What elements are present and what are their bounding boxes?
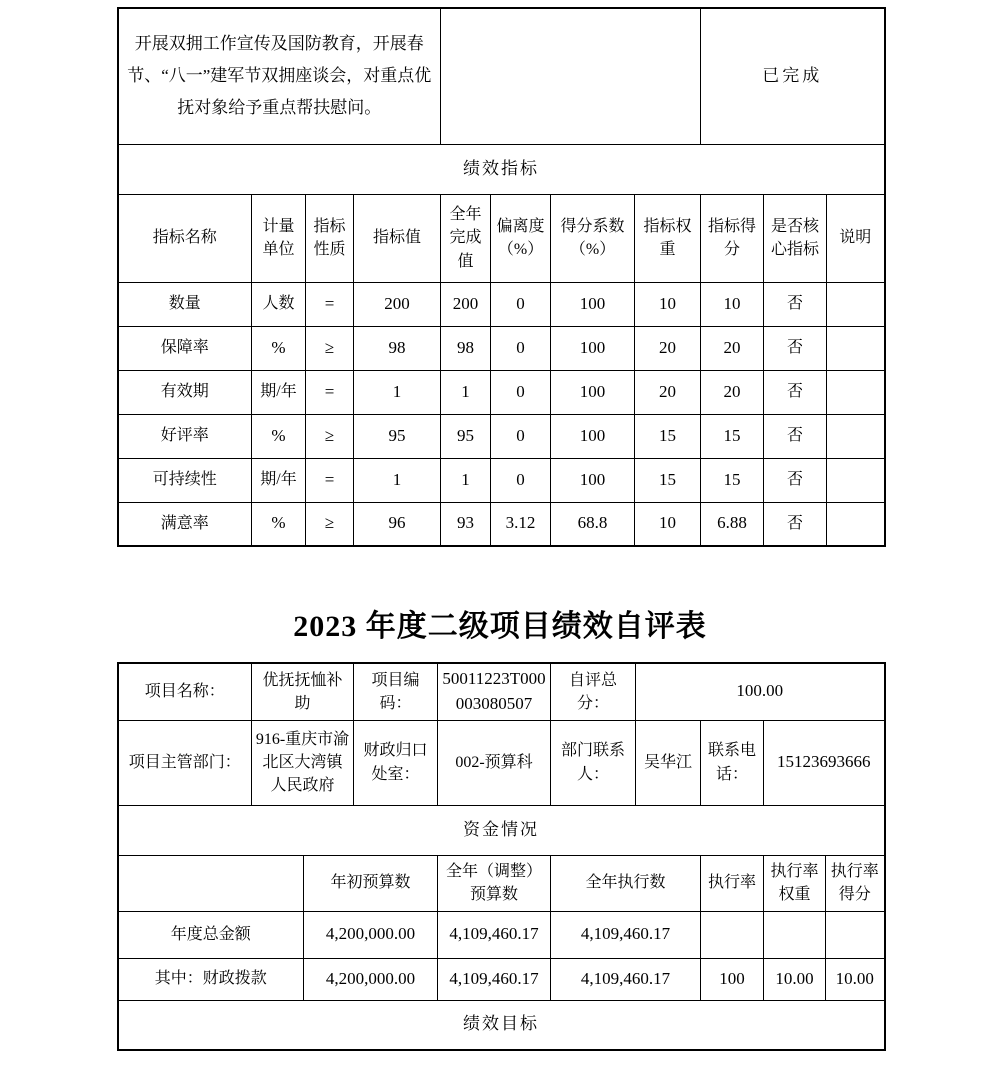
table-cell: = [306, 370, 354, 414]
column-header: 计量单位 [252, 194, 306, 282]
section-header-row [118, 144, 885, 194]
table-cell: 100 [701, 958, 764, 1000]
table-cell: 保障率 [118, 326, 252, 370]
table-cell: 15 [701, 414, 764, 458]
table-cell: 4,109,460.17 [438, 911, 551, 958]
contact-person-label: 部门联系人： [551, 720, 636, 805]
table-cell: 1 [441, 458, 491, 502]
column-header: 指标值 [354, 194, 441, 282]
table-cell: 4,109,460.17 [551, 958, 701, 1000]
table-cell [827, 326, 885, 370]
table-cell: ≥ [306, 502, 354, 546]
table-cell: 否 [764, 458, 827, 502]
table-cell: 1 [354, 370, 441, 414]
funding-row-label: 其中：财政拨款 [118, 958, 304, 1000]
column-header: 执行率得分 [826, 855, 885, 911]
page-title: 2023 年度二级项目绩效自评表 [293, 610, 707, 643]
table-cell: = [306, 458, 354, 502]
column-header [118, 855, 304, 911]
table-cell [827, 282, 885, 326]
project-name-value: 优抚抚恤补助 [252, 663, 354, 720]
column-header: 全年完成值 [441, 194, 491, 282]
table-cell: 3.12 [491, 502, 551, 546]
phone-value: 15123693666 [764, 720, 885, 805]
table-cell: 10.00 [764, 958, 826, 1000]
table-cell: 人数 [252, 282, 306, 326]
table-cell [827, 502, 885, 546]
indicator-table [117, 7, 886, 547]
table-cell [701, 911, 764, 958]
table-cell: 0 [491, 282, 551, 326]
table-cell: 否 [764, 502, 827, 546]
table-cell [826, 911, 885, 958]
indicator-header-row [118, 194, 885, 282]
table-cell: 6.88 [701, 502, 764, 546]
table-cell: 10 [635, 282, 701, 326]
table-cell: 4,200,000.00 [304, 958, 438, 1000]
table-cell: 否 [764, 370, 827, 414]
table-cell: % [252, 502, 306, 546]
funding-section-row [118, 805, 885, 855]
table-cell: 200 [441, 282, 491, 326]
table-cell: 68.8 [551, 502, 635, 546]
indicator-row [118, 326, 885, 370]
table-cell: 否 [764, 414, 827, 458]
goal-section-row [118, 1000, 885, 1050]
project-code-value: 50011223T000003080507 [438, 663, 551, 720]
funding-header-row [118, 855, 885, 911]
table-cell: 20 [635, 326, 701, 370]
completion-status-cell: 已完成 [701, 8, 885, 144]
table-cell: 期/年 [252, 458, 306, 502]
table-cell: ≥ [306, 414, 354, 458]
indicator-row [118, 458, 885, 502]
table-cell: 200 [354, 282, 441, 326]
table-cell: 15 [635, 414, 701, 458]
table-cell: 96 [354, 502, 441, 546]
column-header: 执行率权重 [764, 855, 826, 911]
table-cell: 20 [635, 370, 701, 414]
column-header: 全年（调整）预算数 [438, 855, 551, 911]
indicator-row [118, 370, 885, 414]
table-cell: 95 [354, 414, 441, 458]
table-cell: 否 [764, 282, 827, 326]
table-cell: 否 [764, 326, 827, 370]
self-evaluation-table [117, 662, 886, 1051]
department-label: 项目主管部门： [118, 720, 252, 805]
table-cell: 4,109,460.17 [438, 958, 551, 1000]
table-cell: 0 [491, 414, 551, 458]
self-score-label: 自评总分： [551, 663, 636, 720]
table-cell: 0 [491, 326, 551, 370]
table-cell: 10 [701, 282, 764, 326]
table-cell [827, 414, 885, 458]
table-cell: 10 [635, 502, 701, 546]
table-cell: 数量 [118, 282, 252, 326]
indicator-row [118, 414, 885, 458]
performance-indicators-header: 绩效指标 [118, 144, 885, 194]
table-cell: ≥ [306, 326, 354, 370]
column-header: 指标权重 [635, 194, 701, 282]
table-cell: 好评率 [118, 414, 252, 458]
table-cell: 100 [551, 414, 635, 458]
table-cell: 15 [635, 458, 701, 502]
column-header: 指标名称 [118, 194, 252, 282]
table-cell: 可持续性 [118, 458, 252, 502]
column-header: 指标性质 [306, 194, 354, 282]
table-cell: 20 [701, 370, 764, 414]
finance-office-label: 财政归口处室： [354, 720, 438, 805]
table-cell: 15 [701, 458, 764, 502]
table-cell: 期/年 [252, 370, 306, 414]
table-cell: = [306, 282, 354, 326]
table-cell: 4,200,000.00 [304, 911, 438, 958]
phone-label: 联系电话： [701, 720, 764, 805]
project-code-label: 项目编码： [354, 663, 438, 720]
table-cell: 1 [354, 458, 441, 502]
column-header: 指标得分 [701, 194, 764, 282]
table-cell: 10.00 [826, 958, 885, 1000]
funding-row-label: 年度总金额 [118, 911, 304, 958]
funding-section-header: 资金情况 [118, 805, 885, 855]
contact-person-value: 吴华江 [636, 720, 701, 805]
table-cell [764, 911, 826, 958]
funding-row [118, 911, 885, 958]
table-cell [827, 458, 885, 502]
column-header: 是否核心指标 [764, 194, 827, 282]
column-header: 执行率 [701, 855, 764, 911]
column-header: 得分系数（%） [551, 194, 635, 282]
annual-goal-row [118, 8, 885, 144]
table-cell: 1 [441, 370, 491, 414]
finance-office-value: 002-预算科 [438, 720, 551, 805]
goal-description-cell: 开展双拥工作宣传及国防教育，开展春节、“八一”建军节双拥座谈会，对重点优抚对象给予重点帮扶慰问。 [118, 8, 441, 144]
funding-row [118, 958, 885, 1000]
table-cell: 0 [491, 370, 551, 414]
table-cell: 满意率 [118, 502, 252, 546]
empty-cell [441, 8, 701, 144]
table-cell: 100 [551, 458, 635, 502]
table-cell [827, 370, 885, 414]
table-cell: 95 [441, 414, 491, 458]
table-cell: 100 [551, 282, 635, 326]
table-cell: 100 [551, 326, 635, 370]
table-cell: 有效期 [118, 370, 252, 414]
table-cell: 98 [354, 326, 441, 370]
performance-goal-header: 绩效目标 [118, 1000, 885, 1050]
table-cell: 4,109,460.17 [551, 911, 701, 958]
indicator-row [118, 282, 885, 326]
project-info-row-1 [118, 663, 885, 720]
project-info-row-2 [118, 720, 885, 805]
table-cell: % [252, 326, 306, 370]
table-cell: % [252, 414, 306, 458]
column-header: 说明 [827, 194, 885, 282]
column-header: 偏离度（%） [491, 194, 551, 282]
indicator-row [118, 502, 885, 546]
table-cell: 0 [491, 458, 551, 502]
table-cell: 100 [551, 370, 635, 414]
column-header: 全年执行数 [551, 855, 701, 911]
project-name-label: 项目名称： [118, 663, 252, 720]
column-header: 年初预算数 [304, 855, 438, 911]
document-page [117, 0, 884, 1051]
table-cell: 98 [441, 326, 491, 370]
table-cell: 93 [441, 502, 491, 546]
table-cell: 20 [701, 326, 764, 370]
department-value: 916-重庆市渝北区大湾镇人民政府 [252, 720, 354, 805]
self-score-value: 100.00 [636, 663, 885, 720]
